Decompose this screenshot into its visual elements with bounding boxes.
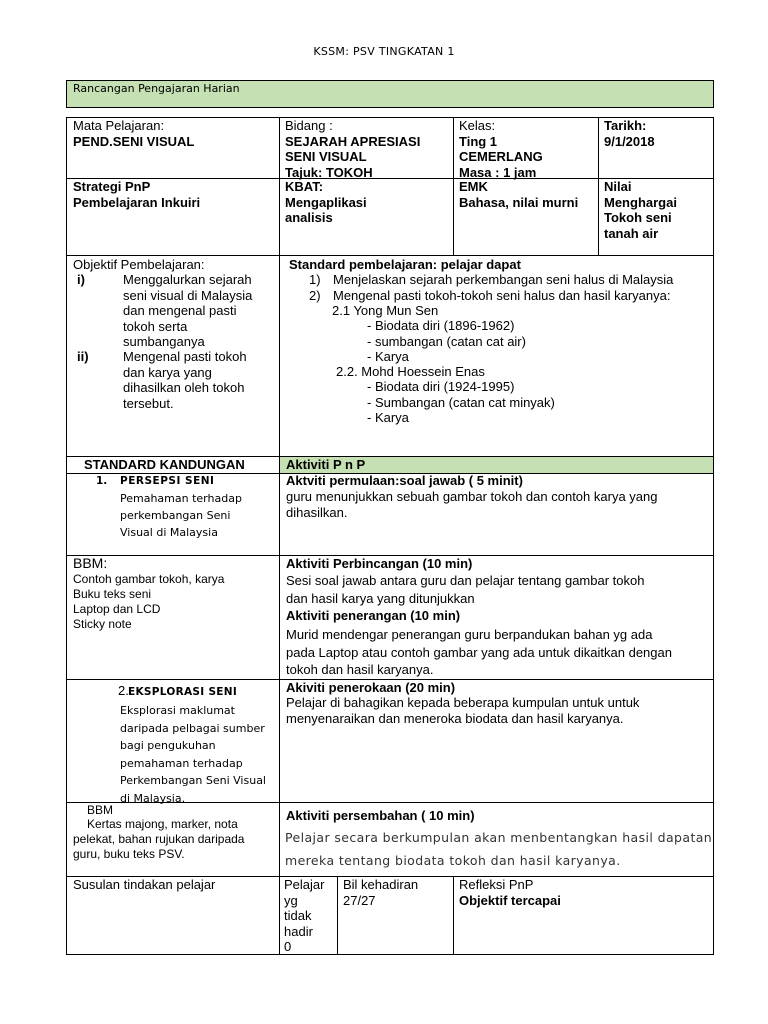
akt4-title: Aktiviti persembahan ( 10 min) <box>286 808 475 823</box>
akt3-title: Akiviti penerokaan (20 min) <box>286 680 456 695</box>
rph-title-bar <box>66 80 714 108</box>
objektif-ii-num: ii) <box>77 349 89 364</box>
akt2-title1: Aktiviti Perbincangan (10 min) <box>286 556 473 571</box>
akt3-desc: Pelajar di bahagikan kepada beberapa kumpulan untuk untuk menyenaraikan dan meneroka biodata dan hasil karyanya. <box>286 695 640 726</box>
akt1-title: Aktviti permulaan:soal jawab ( 5 minit) <box>286 473 523 488</box>
document-header: KSSM: PSV TINGKATAN 1 <box>313 45 455 58</box>
standard-sub2-title: 2.2. Mohd Hoessein Enas <box>336 364 485 379</box>
aktiviti-header: Aktiviti P n P <box>286 457 366 472</box>
bbm1-list: Contoh gambar tokoh, karya Buku teks seni Laptop dan LCD Sticky note <box>73 572 225 631</box>
akt2-desc1: Sesi soal jawab antara guru dan pelajar tentang gambar tokoh dan hasil karya yang ditunjukkan <box>286 573 645 606</box>
akt2-title2: Aktiviti penerangan (10 min) <box>286 608 461 623</box>
sk2-desc: Eksplorasi maklumat daripada pelbagai sumber bagi pengukuhan pemahaman terhadap Perkembangan Seni Visual di Malaysia. <box>120 704 266 805</box>
standard-item1-num: 1) <box>309 272 321 287</box>
kelas-cell: Kelas: Ting 1 CEMERLANG Masa : 1 jam <box>459 118 543 180</box>
standard-sub2-items: - Biodata diri (1924-1995) - Sumbangan (catan cat minyak) - Karya <box>367 379 555 425</box>
standard-title: Standard pembelajaran: pelajar dapat <box>289 257 521 272</box>
sk2-title: EKSPLORASI SENI <box>128 686 238 698</box>
objektif-ii-text: Mengenal pasti tokoh dan karya yang dihasilkan oleh tokoh tersebut. <box>123 349 247 411</box>
strategi-cell: Strategi PnP Pembelajaran Inkuiri <box>73 179 201 210</box>
bbm2-desc: Kertas majong, marker, nota pelekat, bahan rujukan daripada guru, buku teks PSV. <box>73 817 245 861</box>
sk1-desc: Pemahaman terhadap perkembangan Seni Visual di Malaysia <box>120 492 242 539</box>
standard-item2: Mengenal pasti tokoh-tokoh seni halus dan hasil karyanya: <box>333 288 671 303</box>
sk1-title: PERSEPSI SENI <box>120 475 215 487</box>
objektif-i-text: Menggalurkan sejarah seni visual di Malaysia dan mengenal pasti tokoh serta sumbanganya <box>123 272 253 349</box>
standard-item1: Menjelaskan sejarah perkembangan seni halus di Malaysia <box>333 272 674 287</box>
akt4-desc: Pelajar secara berkumpulan akan menbentangkan hasil dapatan mereka tentang biodata tokoh dan hasil karyanya. <box>285 830 713 868</box>
standard-item2-num: 2) <box>309 288 321 303</box>
bil-kehadiran-cell: Bil kehadiran 27/27 <box>343 877 419 908</box>
bbm2-title: BBM <box>87 803 114 817</box>
objektif-title: Objektif Pembelajaran: <box>73 257 205 272</box>
objektif-i-num: i) <box>77 272 85 287</box>
refleksi-cell: Refleksi PnP Objektif tercapai <box>459 877 561 908</box>
susulan-label: Susulan tindakan pelajar <box>73 877 216 892</box>
emk-cell: EMK Bahasa, nilai murni <box>459 179 579 210</box>
sk1-num: 1. <box>96 475 108 487</box>
standard-sub1-items: - Biodata diri (1896-1962) - sumbangan (catan cat air) - Karya <box>367 318 526 364</box>
kbat-cell: KBAT: Mengaplikasi analisis <box>285 179 367 225</box>
mata-pelajaran-cell: Mata Pelajaran: PEND.SENI VISUAL <box>73 118 195 149</box>
tidak-hadir-cell: Pelajar yg tidak hadir 0 <box>284 877 325 954</box>
akt2-desc2: Murid mendengar penerangan guru berpandukan bahan yg ada pada Laptop atau contoh gambar yang ada untuk dikaitkan dengan tokoh dan hasil karyanya. <box>286 627 672 677</box>
bbm1-title: BBM: <box>73 555 108 571</box>
standard-sub1-title: 2.1 Yong Mun Sen <box>332 303 439 318</box>
rph-title: Rancangan Pengajaran Harian <box>73 82 240 95</box>
tarikh-cell: Tarikh: 9/1/2018 <box>604 118 655 149</box>
nilai-cell: Nilai Menghargai Tokoh seni tanah air <box>604 179 677 241</box>
bidang-cell: Bidang : SEJARAH APRESIASI SENI VISUAL Tajuk: TOKOH <box>285 118 421 180</box>
sk-header: STANDARD KANDUNGAN <box>84 457 245 472</box>
sk2-num: 2. <box>118 683 129 698</box>
akt1-desc: guru menunjukkan sebuah gambar tokoh dan contoh karya yang dihasilkan. <box>286 489 658 520</box>
